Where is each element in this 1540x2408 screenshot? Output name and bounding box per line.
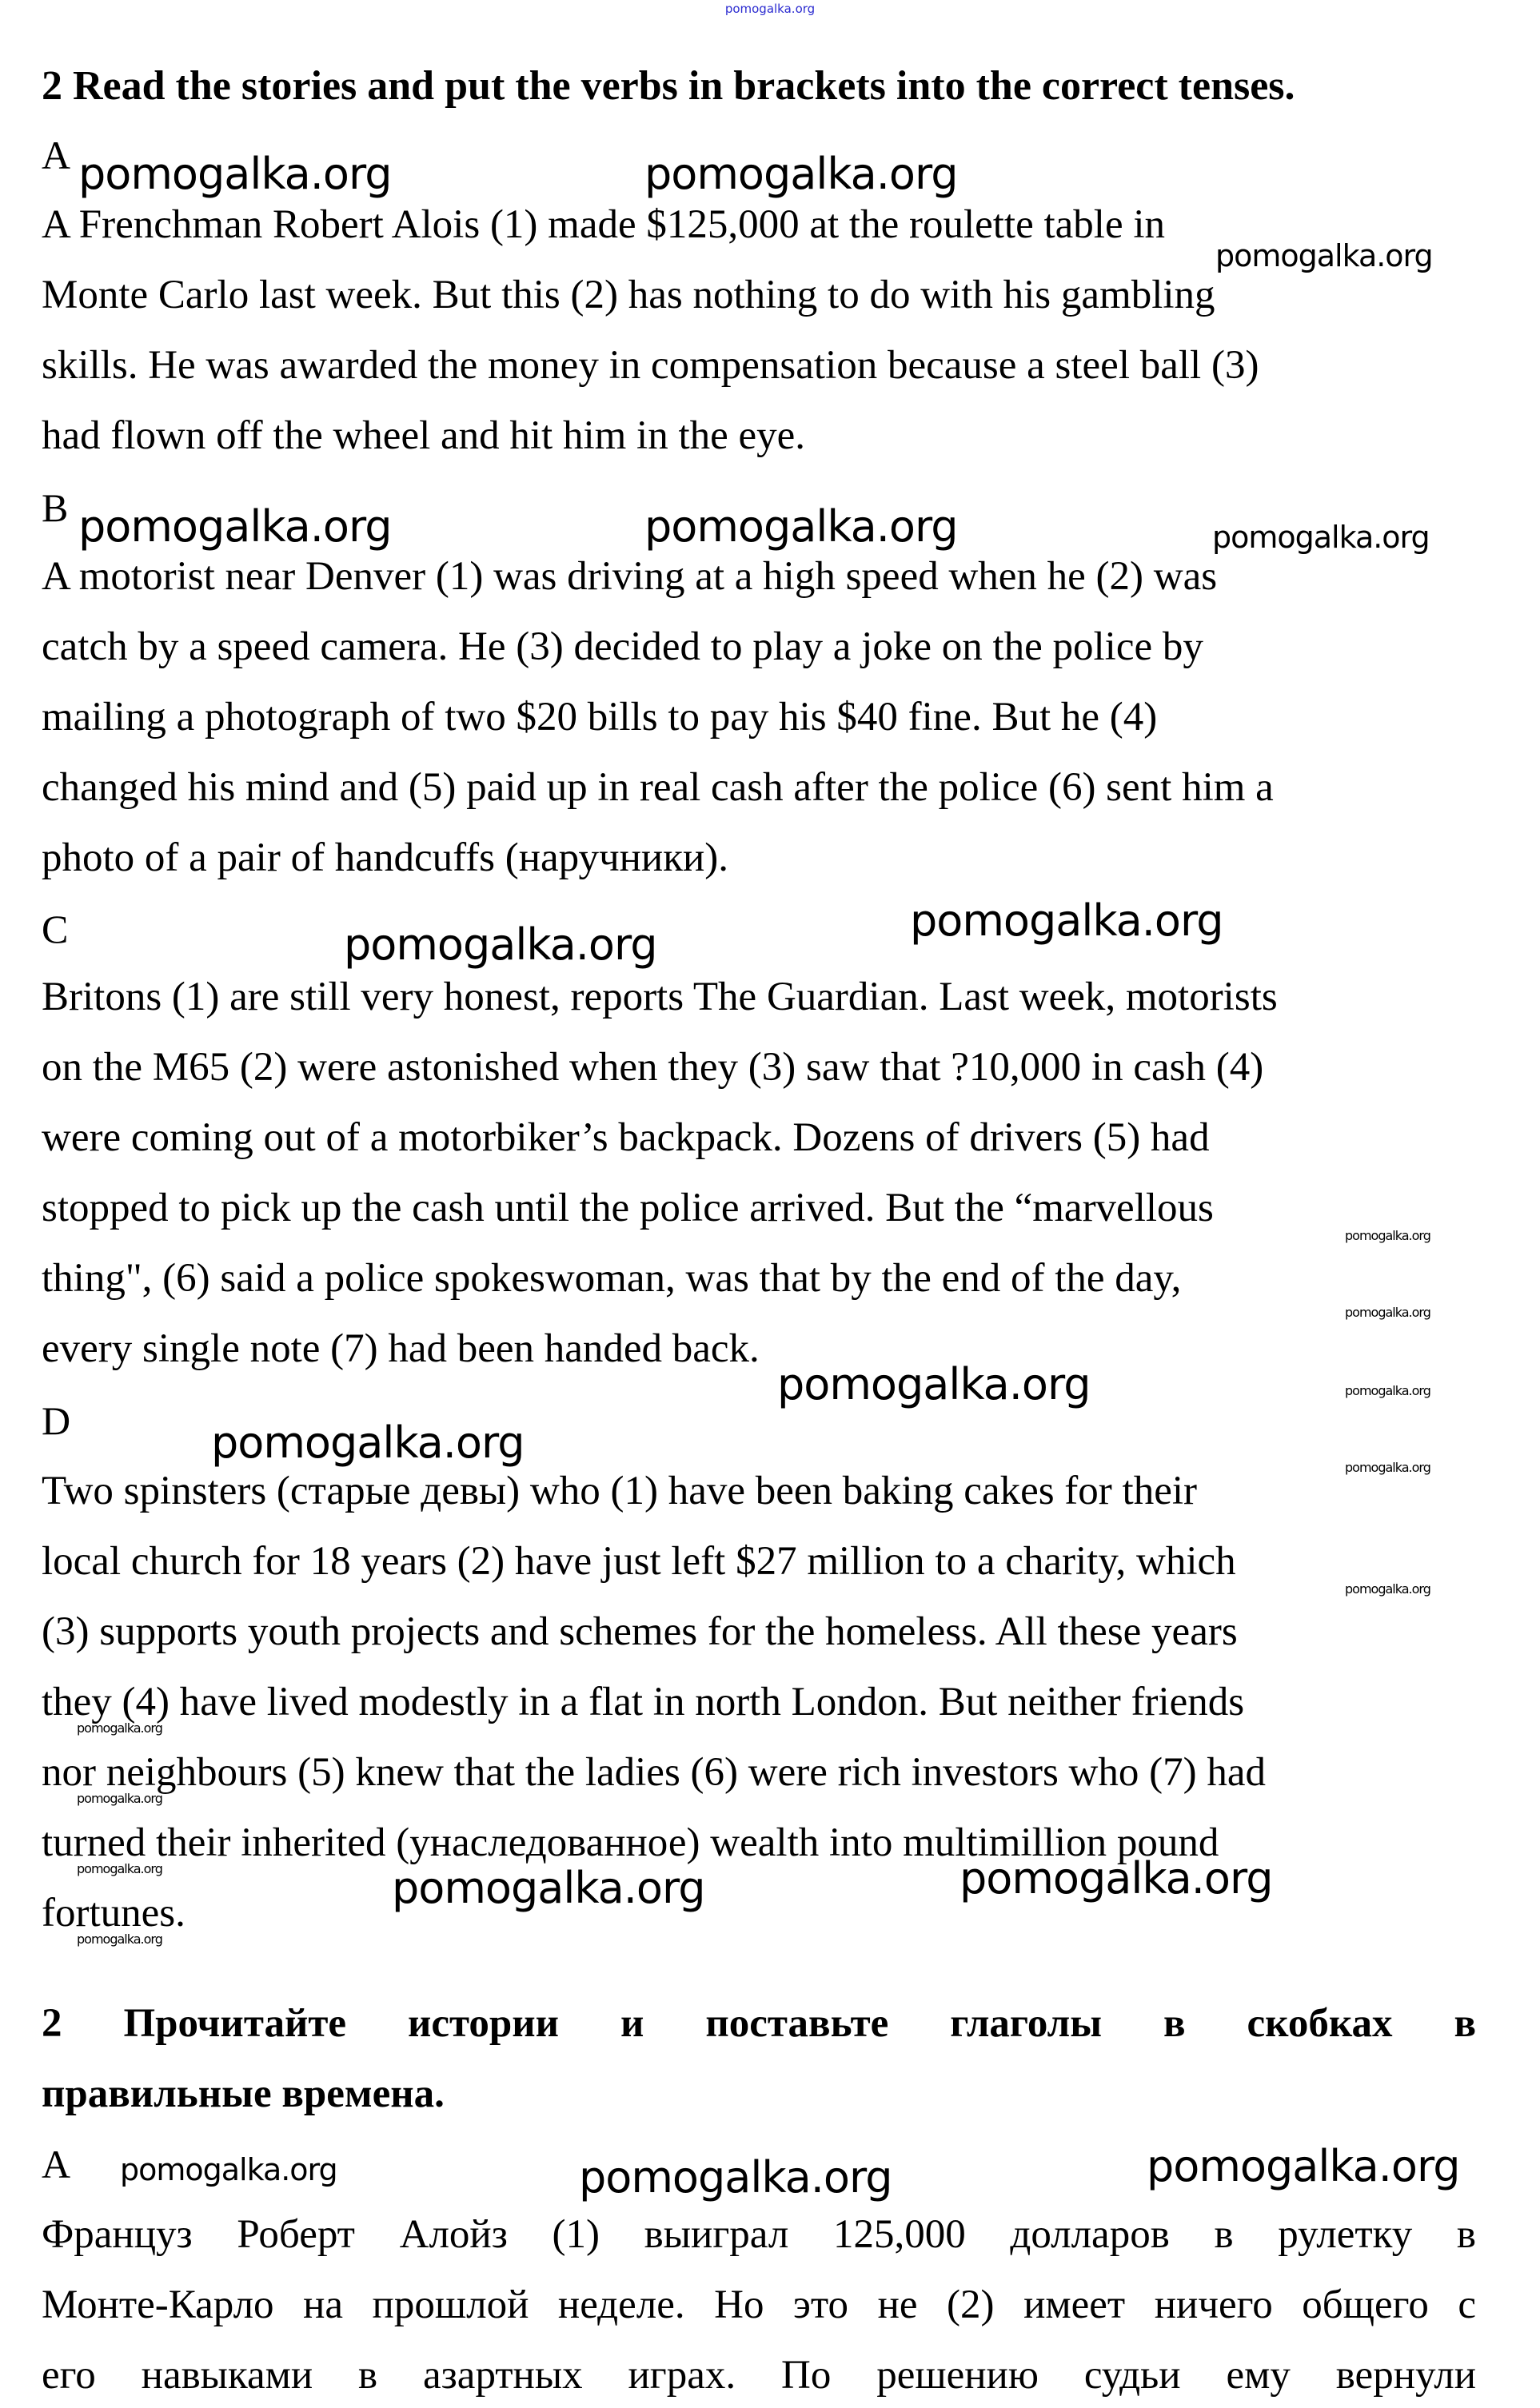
watermark: pomogalka.org bbox=[77, 1932, 162, 1947]
story-c-line: thing", (6) said a police spokeswoman, was that by the end of the day, bbox=[42, 1256, 1182, 1301]
watermark: pomogalka.org bbox=[644, 501, 958, 552]
watermark: pomogalka.org bbox=[344, 919, 657, 970]
watermark: pomogalka.org bbox=[644, 149, 958, 199]
story-c-line: on the M65 (2) were astonished when they (3) saw that ?10,000 in cash (4) bbox=[42, 1045, 1264, 1090]
story-b-line: catch by a speed camera. He (3) decided to play a joke on the police by bbox=[42, 624, 1203, 669]
translation-story-a-line: Француз Роберт Алойз (1) выиграл 125,000 долларов в рулетку в bbox=[42, 2212, 1476, 2257]
watermark: pomogalka.org bbox=[77, 1791, 162, 1806]
story-c-line: every single note (7) had been handed back. bbox=[42, 1326, 760, 1371]
story-a-line: Monte Carlo last week. But this (2) has nothing to do with his gambling bbox=[42, 273, 1215, 317]
story-b-line: changed his mind and (5) paid up in real cash after the police (6) sent him a bbox=[42, 765, 1274, 810]
watermark: pomogalka.org bbox=[77, 1861, 162, 1876]
header-watermark[interactable]: pomogalka.org bbox=[724, 2, 816, 16]
watermark: pomogalka.org bbox=[777, 1359, 1091, 1409]
story-c-line: were coming out of a motorbiker’s backpack. Dozens of drivers (5) had bbox=[42, 1115, 1210, 1160]
story-b-line: A motorist near Denver (1) was driving at a high speed when he (2) was bbox=[42, 554, 1218, 599]
watermark: pomogalka.org bbox=[78, 501, 392, 552]
story-d-line: they (4) have lived modestly in a flat in north London. But neither friends bbox=[42, 1680, 1245, 1724]
story-d-line: fortunes. bbox=[42, 1891, 186, 1936]
story-a-label: A bbox=[42, 133, 71, 177]
watermark: pomogalka.org bbox=[1345, 1228, 1430, 1243]
story-d-line: nor neighbours (5) knew that the ladies (6) were rich investors who (7) had bbox=[42, 1750, 1266, 1795]
story-d-label: D bbox=[42, 1398, 71, 1443]
translation-title-line2: правильные времена. bbox=[42, 2071, 445, 2116]
watermark: pomogalka.org bbox=[120, 2152, 337, 2187]
watermark: pomogalka.org bbox=[78, 149, 392, 199]
watermark: pomogalka.org bbox=[392, 1863, 705, 1913]
story-c-label: C bbox=[42, 907, 69, 951]
watermark: pomogalka.org bbox=[1147, 2141, 1460, 2191]
translation-story-a-line: его навыками в азартных играх. По решению судьи ему вернули bbox=[42, 2353, 1476, 2398]
story-b-label: B bbox=[42, 485, 69, 530]
watermark: pomogalka.org bbox=[579, 2152, 892, 2203]
story-a-line: had flown off the wheel and hit him in the eye. bbox=[42, 413, 806, 458]
watermark: pomogalka.org bbox=[1345, 1460, 1430, 1475]
watermark: pomogalka.org bbox=[1345, 1581, 1430, 1597]
story-b-line: mailing a photograph of two $20 bills to pay his $40 fine. But he (4) bbox=[42, 695, 1158, 740]
story-c-line: Britons (1) are still very honest, reports The Guardian. Last week, motorists bbox=[42, 975, 1278, 1019]
story-d-line: turned their inherited (унаследованное) wealth into multimillion pound bbox=[42, 1820, 1219, 1865]
story-a-line: A Frenchman Robert Alois (1) made $125,000 at the roulette table in bbox=[42, 202, 1166, 247]
translation-story-a-label: A bbox=[42, 2142, 71, 2187]
story-b-line: photo of a pair of handcuffs (наручники). bbox=[42, 835, 729, 880]
story-d-line: Two spinsters (старые девы) who (1) have been baking cakes for their bbox=[42, 1469, 1197, 1513]
watermark: pomogalka.org bbox=[1345, 1383, 1430, 1398]
translation-title-line1: 2 Прочитайте истории и поставьте глаголы в скобках в bbox=[42, 2001, 1476, 2046]
watermark: pomogalka.org bbox=[1212, 520, 1430, 555]
watermark: pomogalka.org bbox=[1215, 238, 1433, 273]
story-d-line: (3) supports youth projects and schemes for the homeless. All these years bbox=[42, 1609, 1238, 1654]
watermark: pomogalka.org bbox=[211, 1417, 525, 1468]
exercise-title: 2 Read the stories and put the verbs in brackets into the correct tenses. bbox=[42, 63, 1295, 109]
story-c-line: stopped to pick up the cash until the police arrived. But the “marvellous bbox=[42, 1186, 1214, 1230]
watermark: pomogalka.org bbox=[77, 1720, 162, 1736]
story-a-line: skills. He was awarded the money in compensation because a steel ball (3) bbox=[42, 343, 1259, 388]
watermark: pomogalka.org bbox=[910, 895, 1223, 946]
watermark: pomogalka.org bbox=[1345, 1305, 1430, 1320]
watermark: pomogalka.org bbox=[960, 1853, 1273, 1904]
story-d-line: local church for 18 years (2) have just left $27 million to a charity, which bbox=[42, 1539, 1236, 1584]
translation-story-a-line: Монте-Карло на прошлой неделе. Но это не (2) имеет ничего общего с bbox=[42, 2282, 1476, 2327]
